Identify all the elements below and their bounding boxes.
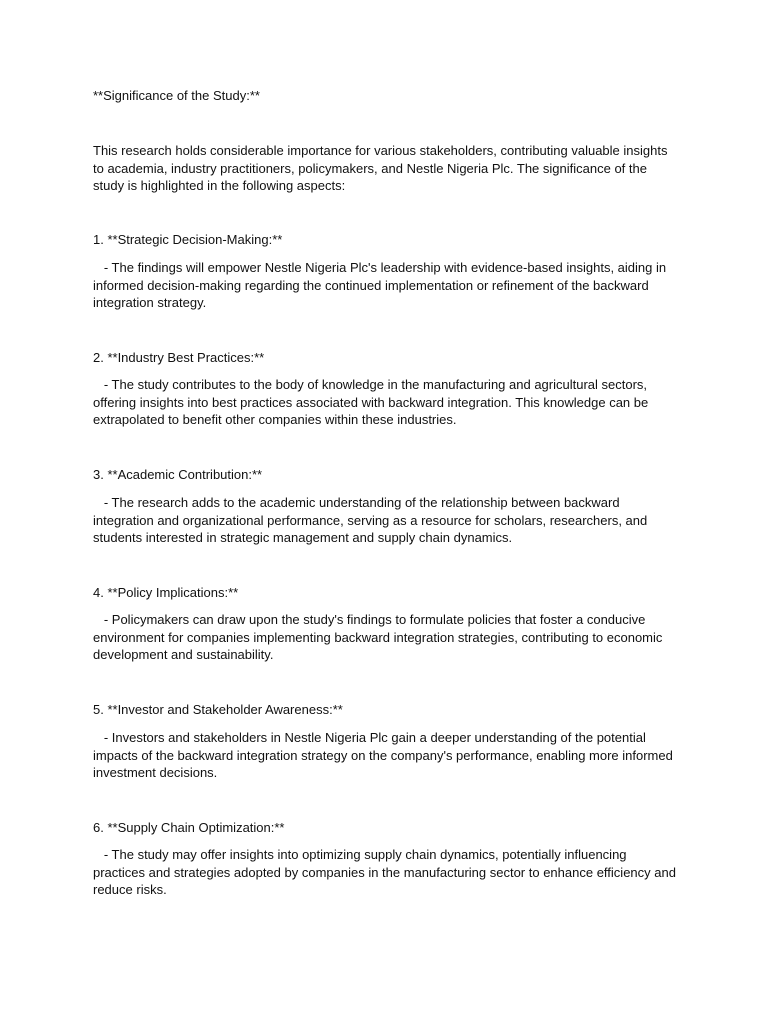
item-body-academic-contribution: - The research adds to the academic understanding of the relationship between backward integration and organizational performance, serving as a resource for scholars, researchers, and students interested in strategic management and supply chain dynamics. xyxy=(93,495,651,546)
item-title-investor-stakeholder-awareness: 5. **Investor and Stakeholder Awareness:** xyxy=(93,702,343,717)
item-title-strategic-decision-making: 1. **Strategic Decision-Making:** xyxy=(93,232,283,247)
item-title-industry-best-practices: 2. **Industry Best Practices:** xyxy=(93,350,265,365)
item-body-supply-chain-optimization: - The study may offer insights into optimizing supply chain dynamics, potentially influencing practices and strategies adopted by companies in the manufacturing sector to enhance efficiency and reduce risks. xyxy=(93,847,680,898)
item-body-strategic-decision-making: - The findings will empower Nestle Nigeria Plc's leadership with evidence-based insights, aiding in informed decision-making regarding the continued implementation or refinement of the backward integration strategy. xyxy=(93,260,670,311)
item-body-policy-implications: - Policymakers can draw upon the study's findings to formulate policies that foster a conducive environment for companies implementing backward integration strategies, contributing to economic development and sustainability. xyxy=(93,612,667,663)
item-title-supply-chain-optimization: 6. **Supply Chain Optimization:** xyxy=(93,820,285,835)
item-body-investor-stakeholder-awareness: - Investors and stakeholders in Nestle Nigeria Plc gain a deeper understanding of the potential impacts of the backward integration strategy on the company's performance, enabling more informed investment decisions. xyxy=(93,730,677,781)
item-title-policy-implications: 4. **Policy Implications:** xyxy=(93,585,239,600)
item-title-academic-contribution: 3. **Academic Contribution:** xyxy=(93,467,263,482)
section-heading: **Significance of the Study:** xyxy=(93,88,260,103)
intro-paragraph: This research holds considerable importance for various stakeholders, contributing valuable insights to academia, industry practitioners, policymakers, and Nestle Nigeria Plc. The significance of the study is highlighted in the following aspects: xyxy=(93,143,672,194)
item-body-industry-best-practices: - The study contributes to the body of knowledge in the manufacturing and agricultural sectors, offering insights into best practices associated with backward integration. This knowledge can be extrapolated to benefit other companies within these industries. xyxy=(93,377,652,428)
